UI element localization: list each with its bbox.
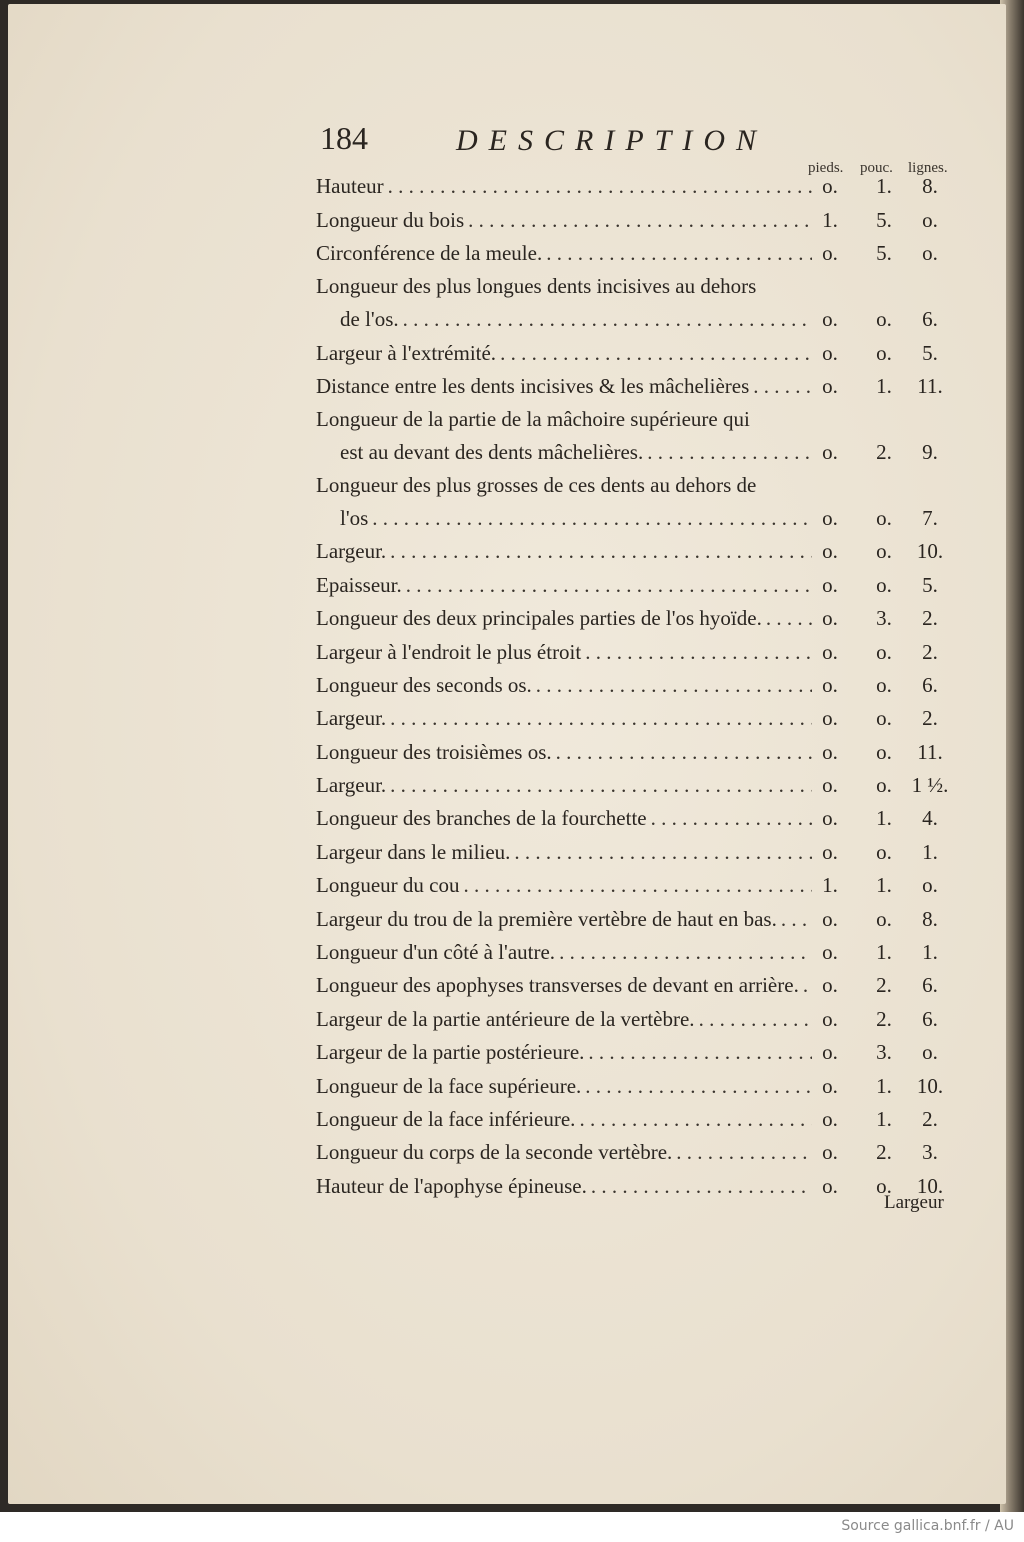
row-label-wrap — [316, 539, 812, 564]
row-label-wrap — [316, 973, 812, 998]
value-pieds: o. — [822, 672, 838, 697]
row-label: Epaisseur. — [316, 572, 402, 597]
dot-leader — [579, 1107, 812, 1132]
value-pouc: o. — [876, 839, 892, 864]
value-pouc: 3. — [876, 606, 892, 631]
value-pieds: 1. — [822, 873, 838, 898]
value-pouc: o. — [876, 1173, 892, 1198]
table-row — [314, 170, 954, 203]
value-pouc: 1. — [876, 174, 892, 199]
table-row — [314, 835, 954, 868]
value-lignes: o. — [922, 241, 938, 266]
measurement-table — [314, 170, 954, 1203]
value-pieds: o. — [822, 806, 838, 831]
value-pouc: o. — [876, 340, 892, 365]
value-lignes: 10. — [916, 1173, 944, 1198]
value-pieds: o. — [822, 906, 838, 931]
row-label-wrap — [316, 374, 812, 399]
table-row — [314, 1169, 954, 1202]
row-label-first-line: Longueur des plus longues dents incisives au dehors — [316, 274, 757, 299]
row-label-wrap — [316, 174, 812, 199]
value-lignes: o. — [922, 207, 938, 232]
value-pouc: o. — [876, 672, 892, 697]
value-pieds: o. — [822, 940, 838, 965]
value-lignes: 11. — [917, 373, 943, 398]
table-row — [314, 802, 954, 835]
value-lignes: 9. — [922, 439, 938, 464]
value-lignes: 4. — [922, 806, 938, 831]
row-label: Largeur à l'endroit le plus étroit — [316, 639, 582, 664]
table-row — [314, 702, 954, 735]
source-credit: Source gallica.bnf.fr / AU — [841, 1518, 1014, 1534]
table-row — [314, 1103, 954, 1136]
value-lignes: 1. — [922, 839, 938, 864]
value-pouc: o. — [876, 505, 892, 530]
dot-leader — [585, 1074, 812, 1099]
table-row — [314, 869, 954, 902]
dot-leader — [390, 773, 812, 798]
value-pouc: 1. — [876, 873, 892, 898]
row-label-wrap — [340, 307, 812, 332]
table-row — [314, 936, 954, 969]
value-lignes: 7. — [922, 505, 938, 530]
dot-leader — [766, 606, 812, 631]
row-label: Longueur du bois — [316, 207, 465, 232]
row-label-wrap — [316, 907, 812, 932]
table-row — [314, 203, 954, 236]
dot-leader — [556, 740, 812, 765]
value-lignes: 6. — [922, 1006, 938, 1031]
value-lignes: o. — [922, 1040, 938, 1065]
value-lignes: 5. — [922, 340, 938, 365]
value-lignes: 6. — [922, 672, 938, 697]
table-row — [314, 535, 954, 568]
row-label-wrap — [316, 1074, 812, 1099]
value-pieds: o. — [822, 606, 838, 631]
value-lignes: 8. — [922, 174, 938, 199]
row-label-wrap — [316, 1174, 812, 1199]
value-lignes: 1. — [922, 940, 938, 965]
dot-leader — [588, 1040, 812, 1065]
catchword: Largeur — [884, 1192, 944, 1213]
table-row — [314, 1002, 954, 1035]
value-pieds: o. — [822, 839, 838, 864]
value-pieds: o. — [822, 1006, 838, 1031]
table-row — [314, 1136, 954, 1169]
row-label: Longueur des branches de la fourchette — [316, 806, 647, 831]
row-label-wrap — [316, 341, 812, 366]
value-pouc: 2. — [876, 1140, 892, 1165]
row-label: Longueur des deux principales parties de l'os hyoïde. — [316, 606, 762, 631]
row-label-wrap — [316, 1040, 812, 1065]
value-pouc: 1. — [876, 1106, 892, 1131]
value-pouc: 1. — [876, 806, 892, 831]
value-lignes: o. — [922, 873, 938, 898]
value-pieds: o. — [822, 539, 838, 564]
row-label-wrap — [316, 606, 812, 631]
table-row — [314, 370, 954, 403]
value-lignes: 8. — [922, 906, 938, 931]
table-row — [314, 635, 954, 668]
dot-leader — [559, 940, 812, 965]
table-row — [314, 902, 954, 935]
row-label: Largeur de la partie antérieure de la vertèbre. — [316, 1006, 695, 1031]
value-lignes: 2. — [922, 706, 938, 731]
table-row — [314, 568, 954, 601]
dot-leader — [406, 573, 812, 598]
value-pouc: o. — [876, 739, 892, 764]
value-pieds: o. — [822, 572, 838, 597]
column-header-lignes: lignes. — [908, 160, 948, 176]
row-label: Hauteur — [316, 174, 384, 199]
dot-leader — [699, 1007, 812, 1032]
dot-leader — [591, 1174, 812, 1199]
value-lignes: 5. — [922, 572, 938, 597]
row-label-wrap — [316, 806, 812, 831]
column-header-pouc: pouc. — [860, 160, 893, 176]
dot-leader — [647, 440, 812, 465]
running-title: DESCRIPTION — [456, 124, 767, 157]
value-pouc: 2. — [876, 973, 892, 998]
row-label-wrap — [316, 640, 812, 665]
value-lignes: 2. — [922, 606, 938, 631]
dot-leader — [536, 673, 812, 698]
value-pieds: o. — [822, 1140, 838, 1165]
row-label: Longueur d'un côté à l'autre. — [316, 940, 556, 965]
value-lignes: 3. — [922, 1140, 938, 1165]
dot-leader — [651, 806, 812, 831]
table-row — [314, 735, 954, 768]
value-pieds: o. — [822, 174, 838, 199]
table-row — [314, 403, 954, 469]
value-pieds: o. — [822, 1173, 838, 1198]
value-pouc: 1. — [876, 373, 892, 398]
value-pouc: o. — [876, 906, 892, 931]
value-lignes: 6. — [922, 307, 938, 332]
value-pieds: o. — [822, 773, 838, 798]
row-label-first-line: Longueur des plus grosses de ces dents au dehors de — [316, 472, 757, 497]
value-lignes: 10. — [916, 1073, 944, 1098]
value-lignes: 2. — [922, 1106, 938, 1131]
value-pouc: o. — [876, 572, 892, 597]
row-label: Distance entre les dents incisives & les mâchelières — [316, 373, 750, 398]
value-lignes: 10. — [916, 539, 944, 564]
dot-leader — [676, 1140, 812, 1165]
value-pouc: 5. — [876, 241, 892, 266]
column-header-pieds: pieds. — [808, 160, 844, 176]
value-lignes: 2. — [922, 639, 938, 664]
value-pouc: 3. — [876, 1040, 892, 1065]
value-pieds: o. — [822, 307, 838, 332]
row-label: Longueur de la face inférieure. — [316, 1106, 576, 1131]
row-label-wrap — [316, 1140, 812, 1165]
row-label: l'os — [340, 505, 369, 530]
table-row — [314, 270, 954, 336]
dot-leader — [403, 307, 812, 332]
row-label-first-line: Longueur de la partie de la mâchoire supérieure qui — [316, 406, 750, 431]
value-pieds: o. — [822, 439, 838, 464]
value-pouc: 2. — [876, 439, 892, 464]
value-pouc: 2. — [876, 1006, 892, 1031]
row-label-wrap — [316, 673, 812, 698]
row-label-wrap — [316, 208, 812, 233]
value-pouc: o. — [876, 539, 892, 564]
row-label-wrap — [316, 573, 812, 598]
value-lignes: 6. — [922, 973, 938, 998]
table-row — [314, 669, 954, 702]
value-pieds: o. — [822, 241, 838, 266]
page-header — [320, 120, 940, 160]
row-label: Longueur des seconds os. — [316, 672, 532, 697]
row-label: Largeur de la partie postérieure. — [316, 1040, 585, 1065]
value-lignes: 1 ½. — [911, 773, 949, 798]
value-pieds: o. — [822, 340, 838, 365]
table-row — [314, 469, 954, 535]
row-label: Largeur du trou de la première vertèbre de haut en bas. — [316, 906, 777, 931]
table-row — [314, 769, 954, 802]
value-pieds: o. — [822, 1040, 838, 1065]
row-label-wrap — [316, 773, 812, 798]
dot-leader — [468, 208, 812, 233]
row-label: Longueur des troisièmes os. — [316, 739, 552, 764]
value-pouc: 5. — [876, 207, 892, 232]
row-label-wrap — [316, 940, 812, 965]
value-pieds: o. — [822, 739, 838, 764]
row-label: Longueur des apophyses transverses de devant en arrière. — [316, 973, 799, 998]
row-label-wrap — [316, 840, 812, 865]
row-label-wrap — [316, 1007, 812, 1032]
row-label: Largeur dans le milieu. — [316, 839, 511, 864]
dot-leader — [500, 341, 812, 366]
dot-leader — [514, 840, 812, 865]
row-label: Largeur. — [316, 539, 387, 564]
dot-leader — [390, 539, 812, 564]
value-pieds: o. — [822, 373, 838, 398]
dot-leader — [585, 640, 812, 665]
dot-leader — [388, 174, 812, 199]
value-pouc: o. — [876, 773, 892, 798]
value-pouc: 1. — [876, 1073, 892, 1098]
table-row — [314, 1036, 954, 1069]
value-pouc: o. — [876, 639, 892, 664]
value-pieds: o. — [822, 639, 838, 664]
row-label: Hauteur de l'apophyse épineuse. — [316, 1173, 587, 1198]
dot-leader — [781, 907, 812, 932]
table-row — [314, 336, 954, 369]
value-lignes: 11. — [917, 739, 943, 764]
table-row — [314, 1069, 954, 1102]
dot-leader — [546, 241, 812, 266]
row-label-wrap — [316, 873, 812, 898]
value-pieds: o. — [822, 505, 838, 530]
dot-leader — [390, 706, 812, 731]
page-number: 184 — [320, 120, 368, 156]
value-pieds: 1. — [822, 207, 838, 232]
row-label: Largeur à l'extrémité. — [316, 340, 497, 365]
value-pieds: o. — [822, 1073, 838, 1098]
value-pieds: o. — [822, 973, 838, 998]
row-label: est au devant des dents mâchelières. — [340, 439, 644, 464]
table-row — [314, 237, 954, 270]
dot-leader — [463, 873, 812, 898]
value-pieds: o. — [822, 706, 838, 731]
table-row — [314, 602, 954, 635]
row-label-wrap — [316, 740, 812, 765]
row-label: de l'os. — [340, 307, 399, 332]
table-row — [314, 969, 954, 1002]
value-pouc: o. — [876, 307, 892, 332]
row-label-wrap — [340, 440, 812, 465]
value-pieds: o. — [822, 1106, 838, 1131]
value-pouc: o. — [876, 706, 892, 731]
row-label-wrap — [316, 706, 812, 731]
row-label: Longueur du corps de la seconde vertèbre. — [316, 1140, 673, 1165]
value-pouc: 1. — [876, 940, 892, 965]
dot-leader — [372, 506, 812, 531]
row-label-wrap — [340, 506, 812, 531]
row-label-wrap — [316, 241, 812, 266]
row-label: Longueur du cou — [316, 873, 460, 898]
row-label: Largeur. — [316, 706, 387, 731]
row-label-wrap — [316, 1107, 812, 1132]
dot-leader — [753, 374, 812, 399]
row-label: Circonférence de la meule. — [316, 241, 543, 266]
row-label: Longueur de la face supérieure. — [316, 1073, 582, 1098]
row-label: Largeur. — [316, 773, 387, 798]
